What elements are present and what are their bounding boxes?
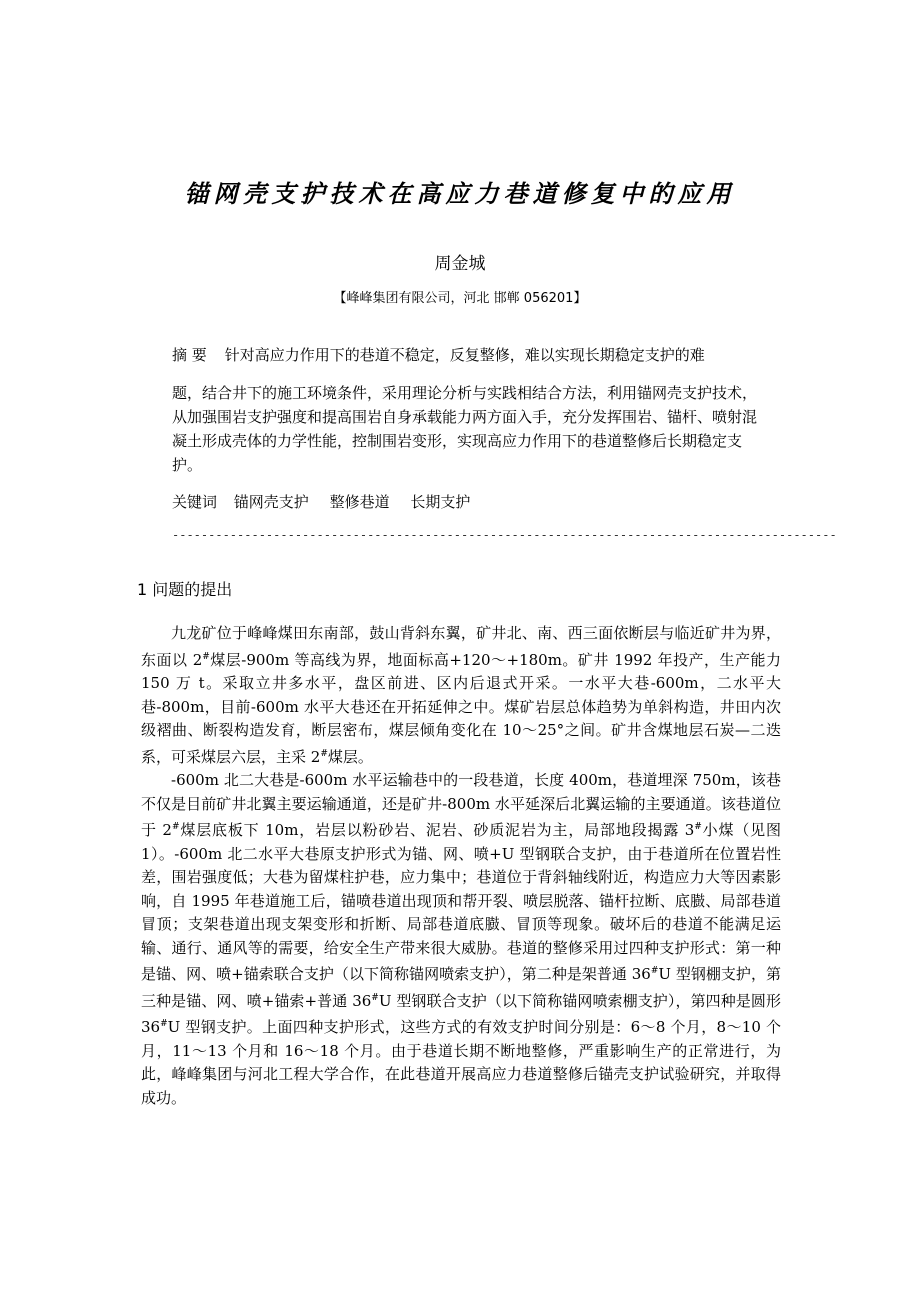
keyword: 长期支护 [410,493,471,511]
text-run: U 型钢联合支护（以下简称锚网喷索棚支护），第四种是圆形 36 [141,991,781,1036]
keywords [172,491,760,512]
paragraph [141,622,781,769]
text-run: 煤层。 [327,747,373,766]
superscript-mark: # [371,992,379,1003]
paper-title: 锚网壳支护技术在高应力巷道修复中的应用 [184,180,736,208]
superscript-mark: # [202,651,210,662]
keyword: 整修巷道 [329,493,390,511]
keyword: 锚网壳支护 [233,493,309,511]
text-run: -600m 北二大巷是-600m 水平运输巷中的一段巷道，长度 400m，巷道埋深 750m，该巷不仅是目前矿井北翼主要运输通道，还是矿井-800m 水平延深后北翼运输的主要通道。该巷道位于 2 [141,771,781,839]
superscript-mark: # [320,748,328,759]
text-run: U 型钢棚支护，第三种是锚、网、喷+锚索+普通 36 [141,965,781,1010]
abstract-label: 摘 要 [172,346,207,364]
paragraph [141,769,781,1110]
text-run: 九龙矿位于峰峰煤田东南部，鼓山背斜东翼，矿井北、南、西三面依断层与临近矿井为界，东面以 2 [141,624,781,669]
abstract-first-line [172,343,760,367]
text-run: 煤层-900m 等高线为界，地面标高+120～+180m。矿井 1992 年投产，生产能力 150 万 t。采取立井多水平，盘区前进、区内后退式开采。一水平大巷-600m，二水平大巷-800m，目前-600m 水平大巷还在开拓延伸之中。煤矿岩层总体趋势为单斜构造，井田内次级褶曲、断裂构造发育，断层密布，煤层倾角变化在 10～25°之间。矿井含煤地层石炭—二迭系，可采煤层六层，主采 2 [141,650,781,766]
author-name: 周金城 [434,254,486,274]
text-run: 小煤（见图 1）。-600m 北二水平大巷原支护形式为锚、网、喷+U 型钢联合支护，由于巷道所在位置岩性差，围岩强度低；大巷为留煤柱护巷，应力集中；巷道位于背斜轴线附近，构造应力大等因素影响，自 1995 年巷道施工后，锚喷巷道出现顶和帮开裂、喷层脱落、锚杆拉断、底臌、局部巷道冒顶；支架巷道出现支架变形和折断、局部巷道底臌、冒顶等现象。破坏后的巷道不能满足运输、通行、通风等的需要，给安全生产带来很大威胁。巷道的整修采用过四种支护形式：第一种是锚、网、喷+锚索联合支护（以下简称锚网喷索支护），第二种是架普通 36 [141,821,781,983]
superscript-mark: # [171,822,180,832]
superscript-mark: # [694,822,702,832]
superscript-mark: # [160,1019,168,1029]
dashed-divider: -------------------------------------------------------------------------------------------- [172,528,837,542]
superscript-mark: # [650,966,659,976]
abstract [172,343,760,477]
section-heading: 1 问题的提出 [137,580,233,599]
body-text [141,622,781,1110]
abstract-text-first: 针对高应力作用下的巷道不稳定，反复整修，难以实现长期稳定支护的难 [224,346,705,364]
text-run: U 型钢支护。上面四种支护形式，这些方式的有效支护时间分别是：6～8 个月，8～10 个月，11～13 个月和 16～18 个月。由于巷道长期不断地整修，严重影响生产的正常进行，为此，峰峰集团与河北工程大学合作，在此巷道开展高应力巷道整修后锚壳支护试验研究，并取得成功。 [141,1018,781,1107]
text-run: 煤层底板下 10m，岩层以粉砂岩、泥岩、砂质泥岩为主，局部地段揭露 3 [179,821,695,839]
keywords-label: 关键词 [172,493,218,511]
affiliation: 【峰峰集团有限公司，河北 邯郸 056201】 [333,291,587,306]
abstract-text-rest: 题，结合井下的施工环境条件，采用理论分析与实践相结合方法，利用锚网壳支护技术，从加强围岩支护强度和提高围岩自身承载能力两方面入手，充分发挥围岩、锚杆、喷射混凝土形成壳体的力学性能，控制围岩变形，实现高应力作用下的巷道整修后长期稳定支护。 [172,384,758,474]
